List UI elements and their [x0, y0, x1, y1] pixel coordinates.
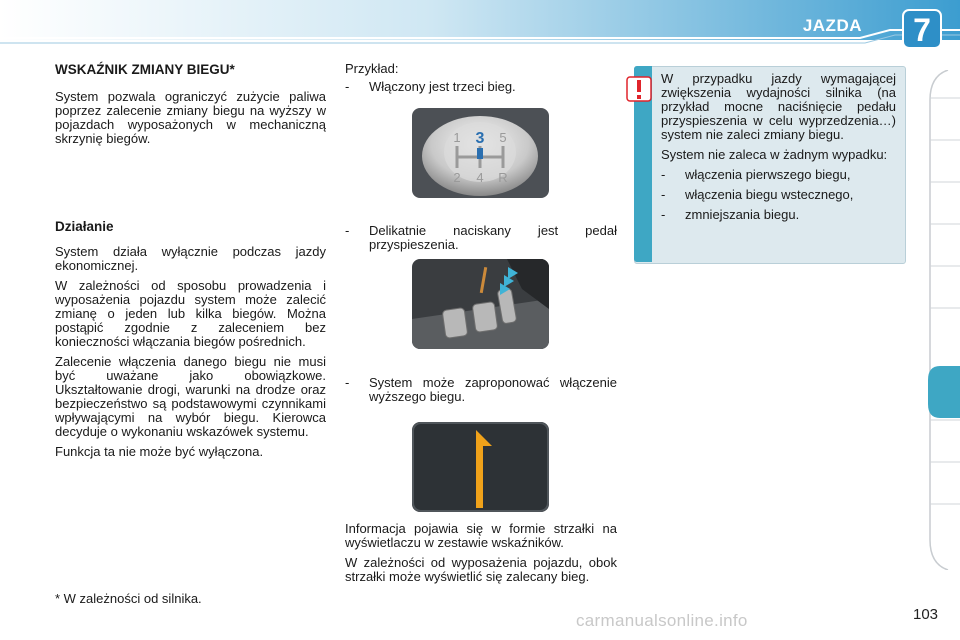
- example-step: - Delikatnie naciskany jest pedał przyspieszenia.: [345, 223, 617, 252]
- gear-r-label: R: [498, 170, 508, 185]
- gear-3-label: 3: [475, 130, 485, 147]
- gear-1-label: 1: [453, 130, 461, 145]
- shift-indicator-display: [412, 422, 549, 512]
- column-left: [55, 62, 326, 152]
- operation-paragraph: Zalecenie włączenia danego biegu nie musi być uważane jako obowiązkowe. Ukształtowanie drogi, warunki na drodze oraz bezpieczeństwo są podstawowymi czynnikami wpływającymi na wybór biegu. Kierowca decyduje o wykonaniu wskazówek systemu.: [55, 354, 326, 439]
- example-step: - Włączony jest trzeci bieg.: [345, 79, 516, 94]
- footnote: * W zależności od silnika.: [55, 591, 202, 606]
- page-number: 103: [913, 606, 939, 623]
- warning-text: [661, 72, 896, 228]
- chapter-number-badge: [901, 8, 943, 50]
- warning-list-item: - włączenia pierwszego biegu,: [661, 167, 851, 182]
- operation-block: [55, 219, 326, 465]
- chapter-number: 7: [913, 12, 931, 48]
- example-after: [345, 522, 617, 590]
- example-step: - System może zaproponować włączenie wyższego biegu.: [345, 375, 617, 404]
- example-label: Przykład:: [345, 61, 399, 76]
- operation-paragraph: System działa wyłącznie podczas jazdy ekonomicznej.: [55, 244, 326, 273]
- example-after-paragraph: W zależności od wyposażenia pojazdu, obok strzałki może wyświetlić się zalecany bieg.: [345, 555, 617, 584]
- watermark: carmanualsonline.info: [576, 611, 748, 630]
- section-intro: System pozwala ograniczyć zużycie paliwa poprzez zalecenie zmiany biegu na wyższy w pojazdach wyposażonych w mechaniczną skrzynię biegów.: [55, 89, 326, 146]
- active-chapter-tab[interactable]: [928, 366, 960, 418]
- section-title: WSKAŹNIK ZMIANY BIEGU*: [55, 62, 235, 77]
- chapter-title: JAZDA: [802, 16, 862, 35]
- gear-5-label: 5: [499, 130, 507, 145]
- operation-paragraph: W zależności od sposobu prowadzenia i wyposażenia pojazdu system może zalecić zmianę o jeden lub kilka biegów. Można postąpić zgodnie z zaleceniem bez konieczności włączania biegów pośrednich.: [55, 278, 326, 349]
- exclamation-icon: [626, 76, 652, 102]
- chapter-tabs: [928, 70, 960, 570]
- warning-paragraph: System nie zaleca w żadnym wypadku:: [661, 147, 888, 162]
- gear-4-label: 4: [476, 170, 484, 185]
- warning-list-item: - włączenia biegu wstecznego,: [661, 187, 854, 202]
- pedals-image: [412, 259, 549, 349]
- gear-knob-image: [412, 108, 549, 198]
- warning-list-item: - zmniejszania biegu.: [661, 207, 800, 222]
- warning-paragraph: W przypadku jazdy wymagającej zwiększenia wydajności silnika (na przykład mocne naciśnięcie pedału przyspieszenia w celu wyprzedzenia…) system nie zaleci zmiany biegu.: [661, 71, 896, 142]
- operation-title: Działanie: [55, 219, 114, 234]
- operation-paragraph: Funkcja ta nie może być wyłączona.: [55, 444, 264, 459]
- active-gear-marker: [477, 148, 483, 159]
- example-after-paragraph: Informacja pojawia się w formie strzałki na wyświetlaczu w zestawie wskaźników.: [345, 521, 617, 550]
- gear-2-label: 2: [453, 170, 461, 185]
